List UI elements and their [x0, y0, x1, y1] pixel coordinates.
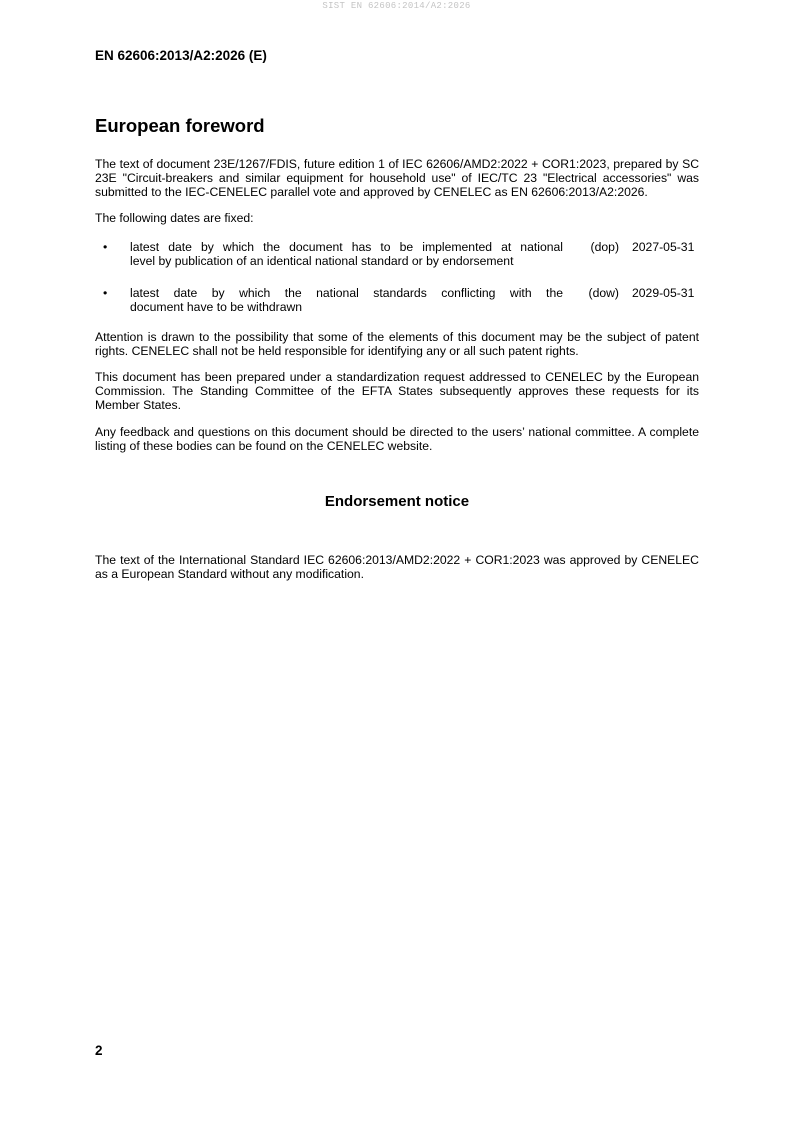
date-item-dop	[95, 240, 699, 268]
dates-list	[95, 240, 699, 314]
date-value: 2029-05-31	[632, 286, 695, 300]
date-item-dow	[95, 286, 699, 314]
foreword-paragraph-intro: The text of document 23E/1267/FDIS, future edition 1 of IEC 62606/AMD2:2022 + COR1:2023, prepared by SC 23E "Circuit-breakers and similar equipment for household use" of IEC/TC 23 "Electrical accessories" was submitted to the IEC-CENELEC parallel vote and approved by CENELEC as EN 62606:2013/A2:2026.	[95, 157, 699, 199]
bullet: •	[103, 240, 108, 254]
page-content	[95, 114, 699, 593]
date-description-line-2: document have to be withdrawn	[130, 300, 303, 314]
endorsement-text: The text of the International Standard IEC 62606:2013/AMD2:2022 + COR1:2023 was approved by CENELEC as a European Standard without any modification.	[95, 553, 699, 581]
date-description	[130, 286, 563, 314]
document-id-header: EN 62606:2013/A2:2026 (E)	[95, 48, 267, 63]
foreword-title: European foreword	[95, 115, 265, 136]
date-description	[130, 240, 563, 268]
endorsement-title: Endorsement notice	[324, 493, 470, 510]
date-code: (dow)	[588, 286, 619, 300]
dates-intro: The following dates are fixed:	[95, 211, 254, 225]
feedback-paragraph: Any feedback and questions on this document should be directed to the users’ national committee. A complete listing of these bodies can be found on the CENELEC website.	[95, 425, 699, 453]
date-value: 2027-05-31	[632, 240, 695, 254]
standardization-request-paragraph: This document has been prepared under a standardization request addressed to CENELEC by the European Commission. The Standing Committee of the EFTA States subsequently approves these requests for its Member States.	[95, 370, 699, 412]
date-code: (dop)	[590, 240, 619, 254]
watermark: SIST EN 62606:2014/A2:2026	[322, 1, 471, 11]
date-description-line-1: latest date by which the document has to be implemented at national	[130, 240, 563, 254]
date-description-line-2: level by publication of an identical national standard or by endorsement	[130, 254, 514, 268]
patent-paragraph: Attention is drawn to the possibility that some of the elements of this document may be the subject of patent rights. CENELEC shall not be held responsible for identifying any or all such patent rights.	[95, 330, 699, 358]
date-description-line-1: latest date by which the national standards conflicting with the	[130, 286, 563, 300]
page-number: 2	[95, 1043, 103, 1058]
bullet: •	[103, 286, 108, 300]
